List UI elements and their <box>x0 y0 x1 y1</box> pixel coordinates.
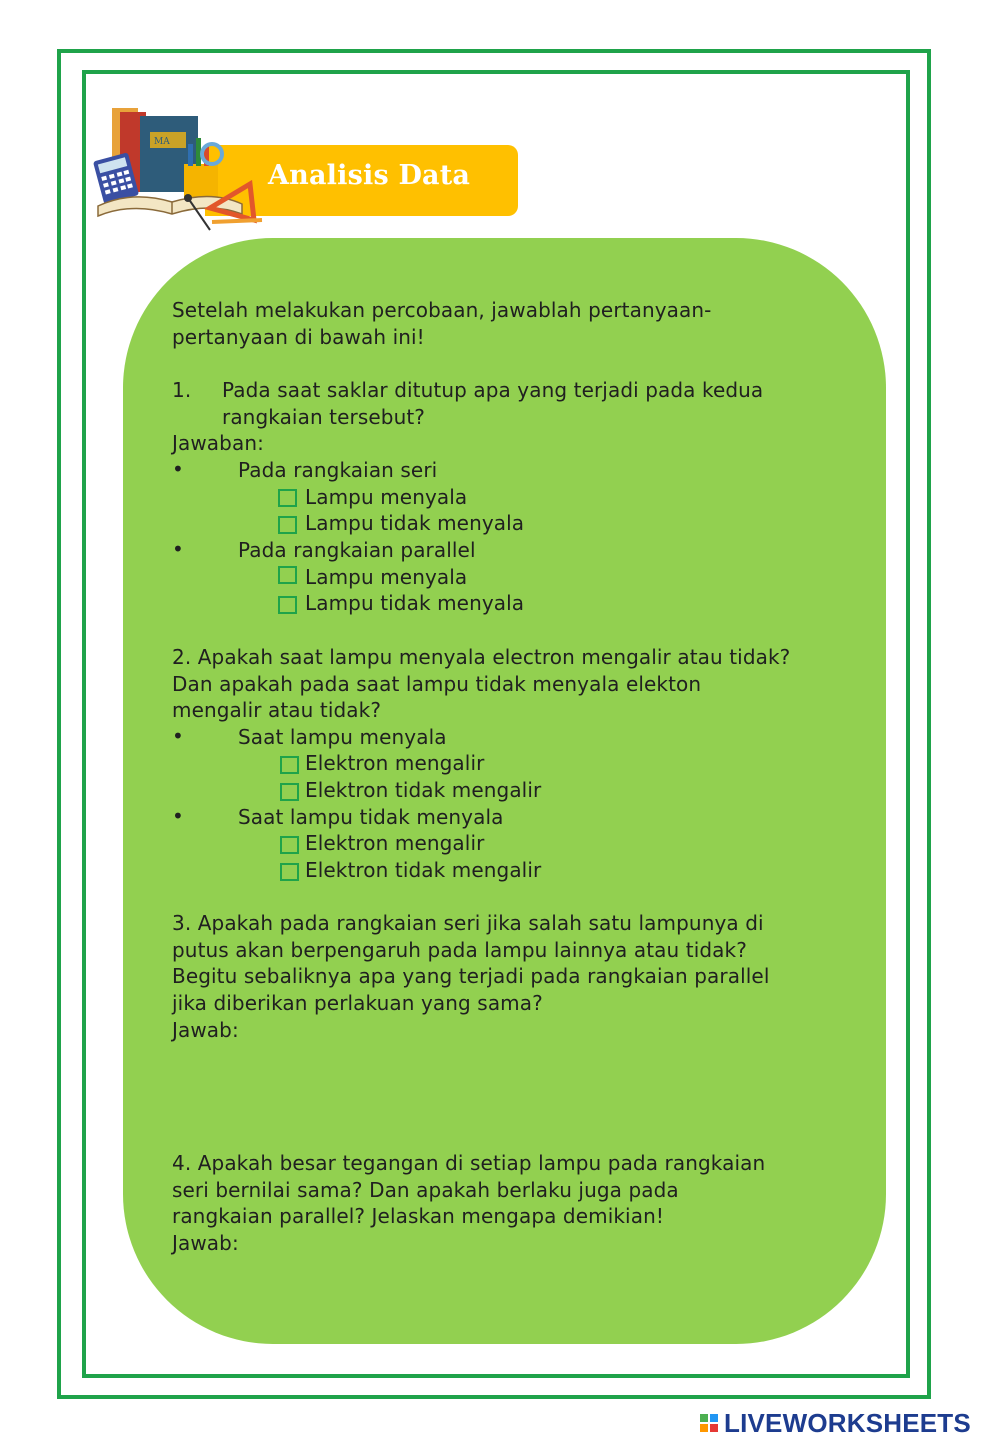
q1-answer-label: Jawaban: <box>172 431 264 455</box>
q4-answer-label: Jawab: <box>172 1231 239 1255</box>
q4-line-1: 4. Apakah besar tegangan di setiap lampu pada rangkaian <box>172 1151 766 1175</box>
q3-line-1: 3. Apakah pada rangkaian seri jika salah satu lampunya di <box>172 911 764 935</box>
svg-text:MA: MA <box>154 137 170 147</box>
page-title: Analisis Data <box>268 160 471 191</box>
q1-line-2: rangkaian tersebut? <box>222 405 426 429</box>
q2-group-2-heading: Saat lampu tidak menyala <box>238 805 504 829</box>
bullet-icon: • <box>172 457 184 481</box>
bullet-icon: • <box>172 724 184 748</box>
q2-tidak-menyala-option-2-checkbox[interactable] <box>280 863 299 881</box>
q1-seri-option-2-label: Lampu tidak menyala <box>305 511 525 535</box>
q1-parallel-option-2-checkbox[interactable] <box>278 596 297 614</box>
q3-line-4: jika diberikan perlakuan yang sama? <box>172 991 543 1015</box>
q1-parallel-option-1-checkbox[interactable] <box>278 566 297 584</box>
q2-menyala-option-2-checkbox[interactable] <box>280 783 299 801</box>
q1-seri-option-1-label: Lampu menyala <box>305 485 468 509</box>
q2-line-2: Dan apakah pada saat lampu tidak menyala elekton <box>172 672 702 696</box>
q2-line-1: 2. Apakah saat lampu menyala electron mengalir atau tidak? <box>172 645 791 669</box>
q3-line-2: putus akan berpengaruh pada lampu lainnya atau tidak? <box>172 938 747 962</box>
liveworksheets-logo-icon <box>700 1414 718 1432</box>
intro-line-2: pertanyaan di bawah ini! <box>172 325 425 349</box>
footer-brand <box>700 1408 971 1438</box>
q1-group-2-heading: Pada rangkaian parallel <box>238 538 476 562</box>
q1-line-1: Pada saat saklar ditutup apa yang terjadi pada kedua <box>222 378 764 402</box>
q1-seri-option-1-checkbox[interactable] <box>278 489 297 507</box>
brand-name: LIVEWORKSHEETS <box>724 1407 971 1438</box>
q1-group-1-heading: Pada rangkaian seri <box>238 458 438 482</box>
q2-menyala-option-1-checkbox[interactable] <box>280 756 299 774</box>
bullet-icon: • <box>172 804 184 828</box>
q3-line-3: Begitu sebaliknya apa yang terjadi pada rangkaian parallel <box>172 964 770 988</box>
q2-tidak-menyala-option-1-label: Elektron mengalir <box>305 831 485 855</box>
q4-line-3: rangkaian parallel? Jelaskan mengapa demikian! <box>172 1204 664 1228</box>
intro-line-1: Setelah melakukan percobaan, jawablah pertanyaan- <box>172 298 712 322</box>
q2-menyala-option-1-label: Elektron mengalir <box>305 751 485 775</box>
q1-number: 1. <box>172 378 192 402</box>
q2-menyala-option-2-label: Elektron tidak mengalir <box>305 778 542 802</box>
q2-line-3: mengalir atau tidak? <box>172 698 382 722</box>
q1-seri-option-2-checkbox[interactable] <box>278 516 297 534</box>
q4-line-2: seri bernilai sama? Dan apakah berlaku juga pada <box>172 1178 679 1202</box>
q2-group-1-heading: Saat lampu menyala <box>238 725 447 749</box>
books-stationery-icon <box>92 98 267 238</box>
q2-tidak-menyala-option-2-label: Elektron tidak mengalir <box>305 858 542 882</box>
q3-answer-label: Jawab: <box>172 1018 239 1042</box>
q1-parallel-option-2-label: Lampu tidak menyala <box>305 591 525 615</box>
q2-tidak-menyala-option-1-checkbox[interactable] <box>280 836 299 854</box>
bullet-icon: • <box>172 537 184 561</box>
q1-parallel-option-1-label: Lampu menyala <box>305 565 468 589</box>
